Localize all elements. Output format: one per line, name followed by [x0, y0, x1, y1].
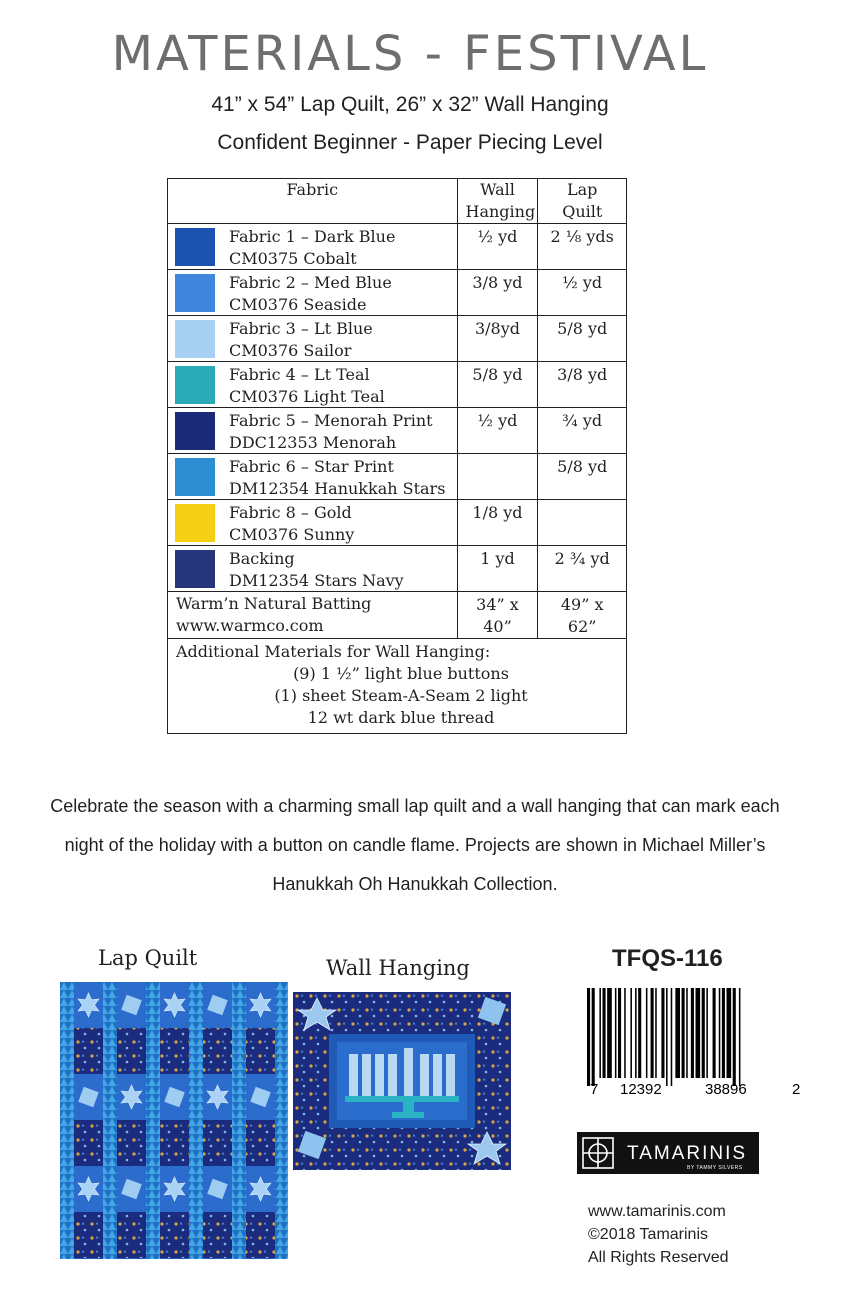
- barcode-digit: 12392: [620, 1081, 662, 1096]
- batting-row: [168, 592, 627, 639]
- wall-amount: 3/8yd: [457, 316, 538, 362]
- lap-quilt-image: [60, 982, 288, 1259]
- batting-lap-amount: 49” x 62”: [538, 592, 627, 639]
- fabric-row: [168, 454, 627, 500]
- fabric-code: DM12354 Stars Navy: [229, 571, 404, 590]
- fabric-swatch: [175, 412, 215, 450]
- additional-materials-row: [168, 639, 627, 734]
- fabric-code: DM12354 Hanukkah Stars: [229, 479, 446, 498]
- fabric-name: Fabric 6 – Star Print: [229, 457, 394, 476]
- fabric-cell: [168, 454, 458, 500]
- fabric-code: CM0375 Cobalt: [229, 249, 357, 268]
- level-subtitle: Confident Beginner - Paper Piecing Level: [217, 131, 603, 154]
- fabric-cell: [168, 270, 458, 316]
- wall-column-header: Wall Hanging: [457, 179, 538, 224]
- lap-amount: 3/8 yd: [538, 362, 627, 408]
- product-sku: TFQS-116: [612, 945, 723, 972]
- additional-heading: Additional Materials for Wall Hanging:: [176, 642, 491, 661]
- wall-amount: [457, 454, 538, 500]
- barcode-digit: 2: [792, 1081, 801, 1096]
- fabric-code: CM0376 Light Teal: [229, 387, 385, 406]
- additional-materials-cell: [168, 639, 627, 734]
- fabric-code: CM0376 Sunny: [229, 525, 355, 544]
- fabric-swatch: [175, 550, 215, 588]
- logo-tagline: BY TAMMY SILVERS: [687, 1165, 743, 1171]
- lap-column-header: Lap Quilt: [538, 179, 627, 224]
- barcode-digit: 38896: [705, 1081, 747, 1096]
- fabric-row: [168, 270, 627, 316]
- fabric-code: CM0376 Sailor: [229, 341, 352, 360]
- wall-hanging-label: Wall Hanging: [326, 956, 470, 980]
- lap-amount: 5/8 yd: [538, 454, 627, 500]
- fabric-name: Fabric 2 – Med Blue: [229, 273, 392, 292]
- lap-amount: [538, 500, 627, 546]
- fabric-code: DDC12353 Menorah: [229, 433, 397, 452]
- wall-amount: 1/8 yd: [457, 500, 538, 546]
- fabric-swatch: [175, 366, 215, 404]
- wall-amount: 5/8 yd: [457, 362, 538, 408]
- fabric-code: CM0376 Seaside: [229, 295, 367, 314]
- fabric-row: [168, 546, 627, 592]
- materials-table: [167, 178, 627, 734]
- lap-amount: ¾ yd: [538, 408, 627, 454]
- fabric-swatch: [175, 504, 215, 542]
- footer-copyright: ©2018 Tamarinis: [588, 1226, 708, 1243]
- fabric-name: Fabric 8 – Gold: [229, 503, 352, 522]
- fabric-name: Fabric 3 – Lt Blue: [229, 319, 373, 338]
- additional-item: (9) 1 ½” light blue buttons: [293, 664, 509, 683]
- description-paragraph: Celebrate the season with a charming small lap quilt and a wall hanging that can mark each night of the holiday with a button on candle flame. Projects are shown in Michael Miller’s Hanukkah Oh Hanukkah Collection.: [50, 796, 780, 894]
- fabric-cell: [168, 224, 458, 270]
- lap-amount: 2 ⅛ yds: [538, 224, 627, 270]
- footer-rights: All Rights Reserved: [588, 1249, 729, 1266]
- wall-hanging-image: [293, 992, 511, 1170]
- barcode-image: [587, 988, 805, 1096]
- wall-amount: ½ yd: [457, 224, 538, 270]
- fabric-name: Fabric 5 – Menorah Print: [229, 411, 433, 430]
- fabric-name: Fabric 4 – Lt Teal: [229, 365, 370, 384]
- fabric-name: Fabric 1 – Dark Blue: [229, 227, 396, 246]
- additional-item: (1) sheet Steam-A-Seam 2 light: [274, 686, 528, 705]
- fabric-swatch: [175, 320, 215, 358]
- fabric-cell: [168, 546, 458, 592]
- page-title: MATERIALS - FESTIVAL: [111, 26, 709, 82]
- fabric-row: [168, 224, 627, 270]
- wall-amount: 3/8 yd: [457, 270, 538, 316]
- fabric-swatch: [175, 458, 215, 496]
- fabric-row: [168, 316, 627, 362]
- fabric-swatch: [175, 274, 215, 312]
- wall-amount: 1 yd: [457, 546, 538, 592]
- fabric-row: [168, 362, 627, 408]
- fabric-name: Backing: [229, 549, 295, 568]
- fabric-cell: [168, 316, 458, 362]
- fabric-column-header: Fabric: [168, 179, 458, 224]
- table-header-row: [168, 179, 627, 224]
- logo-wordmark: TAMARINIS: [627, 1143, 748, 1164]
- batting-wall-amount: 34” x 40”: [457, 592, 538, 639]
- barcode-digit: 7: [590, 1081, 599, 1096]
- lap-amount: 2 ¾ yd: [538, 546, 627, 592]
- fabric-row: [168, 500, 627, 546]
- fabric-row: [168, 408, 627, 454]
- fabric-cell: [168, 500, 458, 546]
- tamarinis-logo: [577, 1132, 759, 1180]
- batting-url: www.warmco.com: [176, 616, 324, 635]
- lap-amount: ½ yd: [538, 270, 627, 316]
- fabric-cell: [168, 362, 458, 408]
- footer-website: www.tamarinis.com: [588, 1203, 726, 1220]
- batting-name: Warm’n Natural Batting: [176, 594, 372, 613]
- fabric-swatch: [175, 228, 215, 266]
- size-subtitle: 41” x 54” Lap Quilt, 26” x 32” Wall Hanging: [211, 93, 609, 116]
- batting-cell: [168, 592, 458, 639]
- lap-amount: 5/8 yd: [538, 316, 627, 362]
- fabric-cell: [168, 408, 458, 454]
- additional-item: 12 wt dark blue thread: [307, 708, 495, 727]
- wall-amount: ½ yd: [457, 408, 538, 454]
- lap-quilt-label: Lap Quilt: [98, 946, 198, 970]
